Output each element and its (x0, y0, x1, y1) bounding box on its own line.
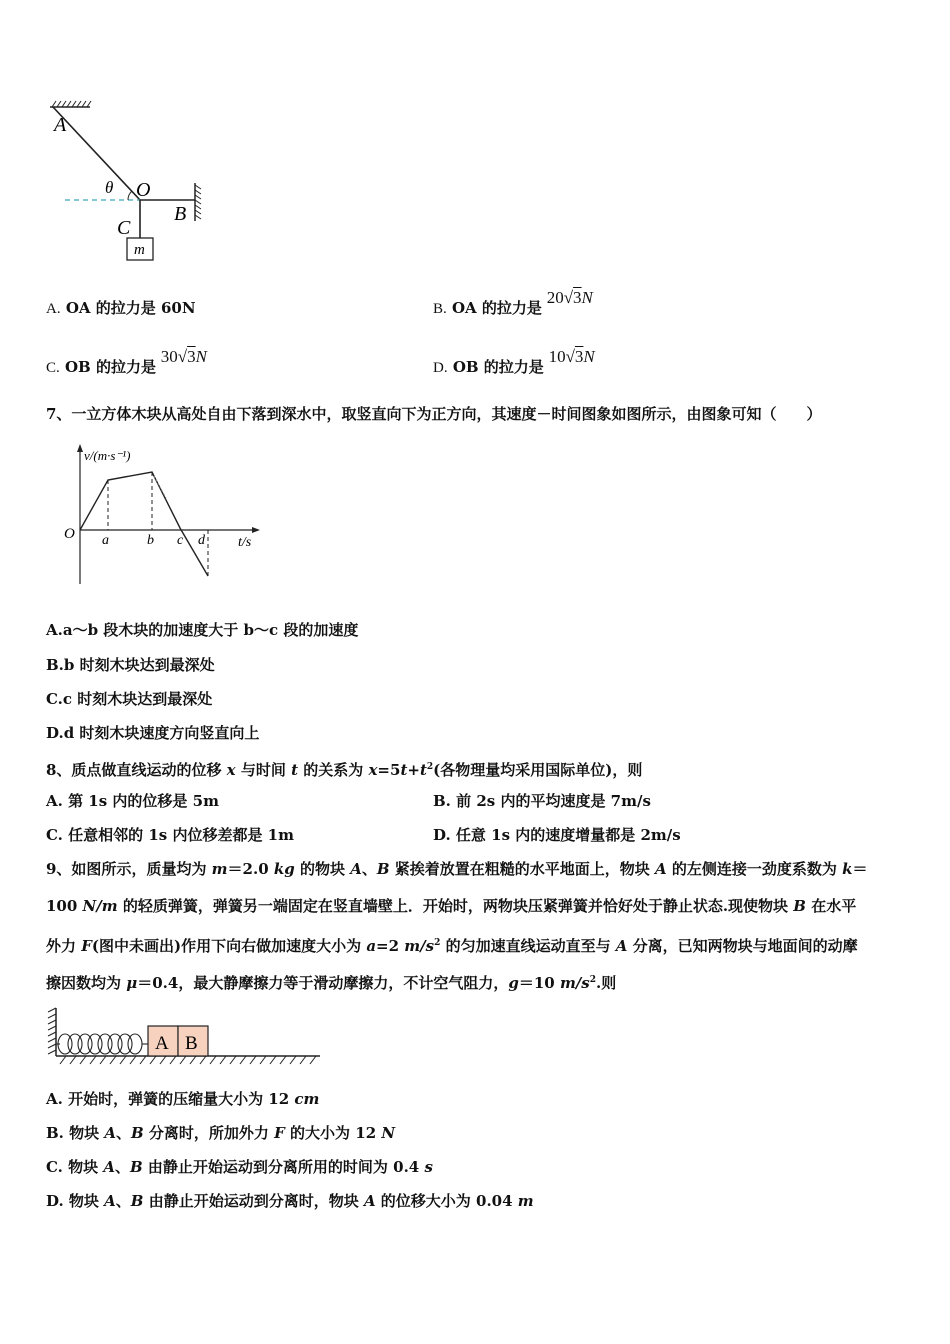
tick-b: b (147, 533, 154, 548)
block-b-label: B (185, 1033, 198, 1054)
q6-option-b: B. OA 的拉力是 20√3N (433, 288, 593, 317)
figure-tension-diagram (40, 95, 220, 270)
spring (56, 1034, 148, 1054)
tick-d: d (198, 533, 205, 548)
q9-option-b: B. 物块 A、B 分离时，所加外力 F 的大小为 12 N (46, 1124, 396, 1142)
label-m: m (134, 242, 145, 258)
q7-option-d: D.d 时刻木块速度方向竖直向上 (46, 724, 260, 742)
q6-c-value: 30√3N (160, 347, 207, 366)
label-theta: θ (105, 178, 114, 197)
graph-ylabel: v/(m·s⁻¹) (84, 448, 131, 463)
q7-option-b: B.b 时刻木块达到最深处 (46, 656, 215, 674)
q7-stem: 7、一立方体木块从高处自由下落到深水中，取竖直向下为正方向，其速度－时间图象如图所示，由图象可知（ ） (46, 405, 822, 423)
q8-option-a: A. 第 1s 内的位移是 5m (46, 792, 219, 810)
label-O: O (136, 179, 151, 201)
block-a-label: A (155, 1033, 169, 1054)
q9-option-d: D. 物块 A、B 由静止开始运动到分离时，物块 A 的位移大小为 0.04 m (46, 1192, 534, 1210)
graph-origin: O (64, 526, 75, 542)
q9-stem-line-4: 擦因数均为 μ＝0.4，最大静摩擦力等于滑动摩擦力，不计空气阻力，g＝10 $m/s^2$.则 (46, 974, 617, 992)
label-B: B (174, 203, 187, 225)
q6-b-value: 20√3N (546, 288, 593, 307)
q7-option-a: A.a～b 段木块的加速度大于 b～c 段的加速度 (46, 621, 359, 639)
q7-option-c: C.c 时刻木块达到最深处 (46, 690, 213, 708)
q8-stem: 8、质点做直线运动的位移 x 与时间 t 的关系为 $x=5t+t^2$(各物理量均采用国际单位)，则 (46, 761, 643, 779)
q8-option-d: D. 任意 1s 内的速度增量都是 2m/s (433, 826, 681, 844)
q9-stem-line-3: 外力 F(图中未画出)作用下向右做加速度大小为 a=2 $m/s^2$ 的匀加速直线运动直至与 A 分离，已知两物块与地面间的动摩 (46, 937, 858, 955)
q9-option-c: C. 物块 A、B 由静止开始运动到分离所用的时间为 0.4 s (46, 1158, 433, 1176)
q6-option-c: C. OB 的拉力是 30√3N (46, 347, 207, 376)
graph-xlabel: t/s (238, 535, 252, 550)
q6-option-d: D. OB 的拉力是 10√3N (433, 347, 595, 376)
q8-option-b: B. 前 2s 内的平均速度是 7m/s (433, 792, 651, 810)
q8-option-c: C. 任意相邻的 1s 内位移差都是 1m (46, 826, 294, 844)
figure-velocity-time-graph (58, 440, 268, 588)
figure-spring-blocks (42, 1004, 327, 1070)
q9-stem-line-2: 100 N/m 的轻质弹簧，弹簧另一端固定在竖直墙壁上．开始时，两物块压紧弹簧并恰好处于静止状态.现使物块 B 在水平 (46, 897, 857, 915)
q6-option-a: A. OA 的拉力是 60N (46, 299, 196, 317)
label-A: A (54, 114, 67, 136)
label-C: C (117, 217, 131, 239)
q9-option-a: A. 开始时，弹簧的压缩量大小为 12 cm (46, 1090, 320, 1108)
tick-c: c (177, 533, 184, 548)
q6-d-value: 10√3N (548, 347, 595, 366)
q9-stem-line-1: 9、如图所示，质量均为 m＝2.0 kg 的物块 A、B 紧挨着放置在粗糙的水平地面上，物块 A 的左侧连接一劲度系数为 k＝ (46, 860, 868, 878)
tick-a: a (102, 533, 109, 548)
